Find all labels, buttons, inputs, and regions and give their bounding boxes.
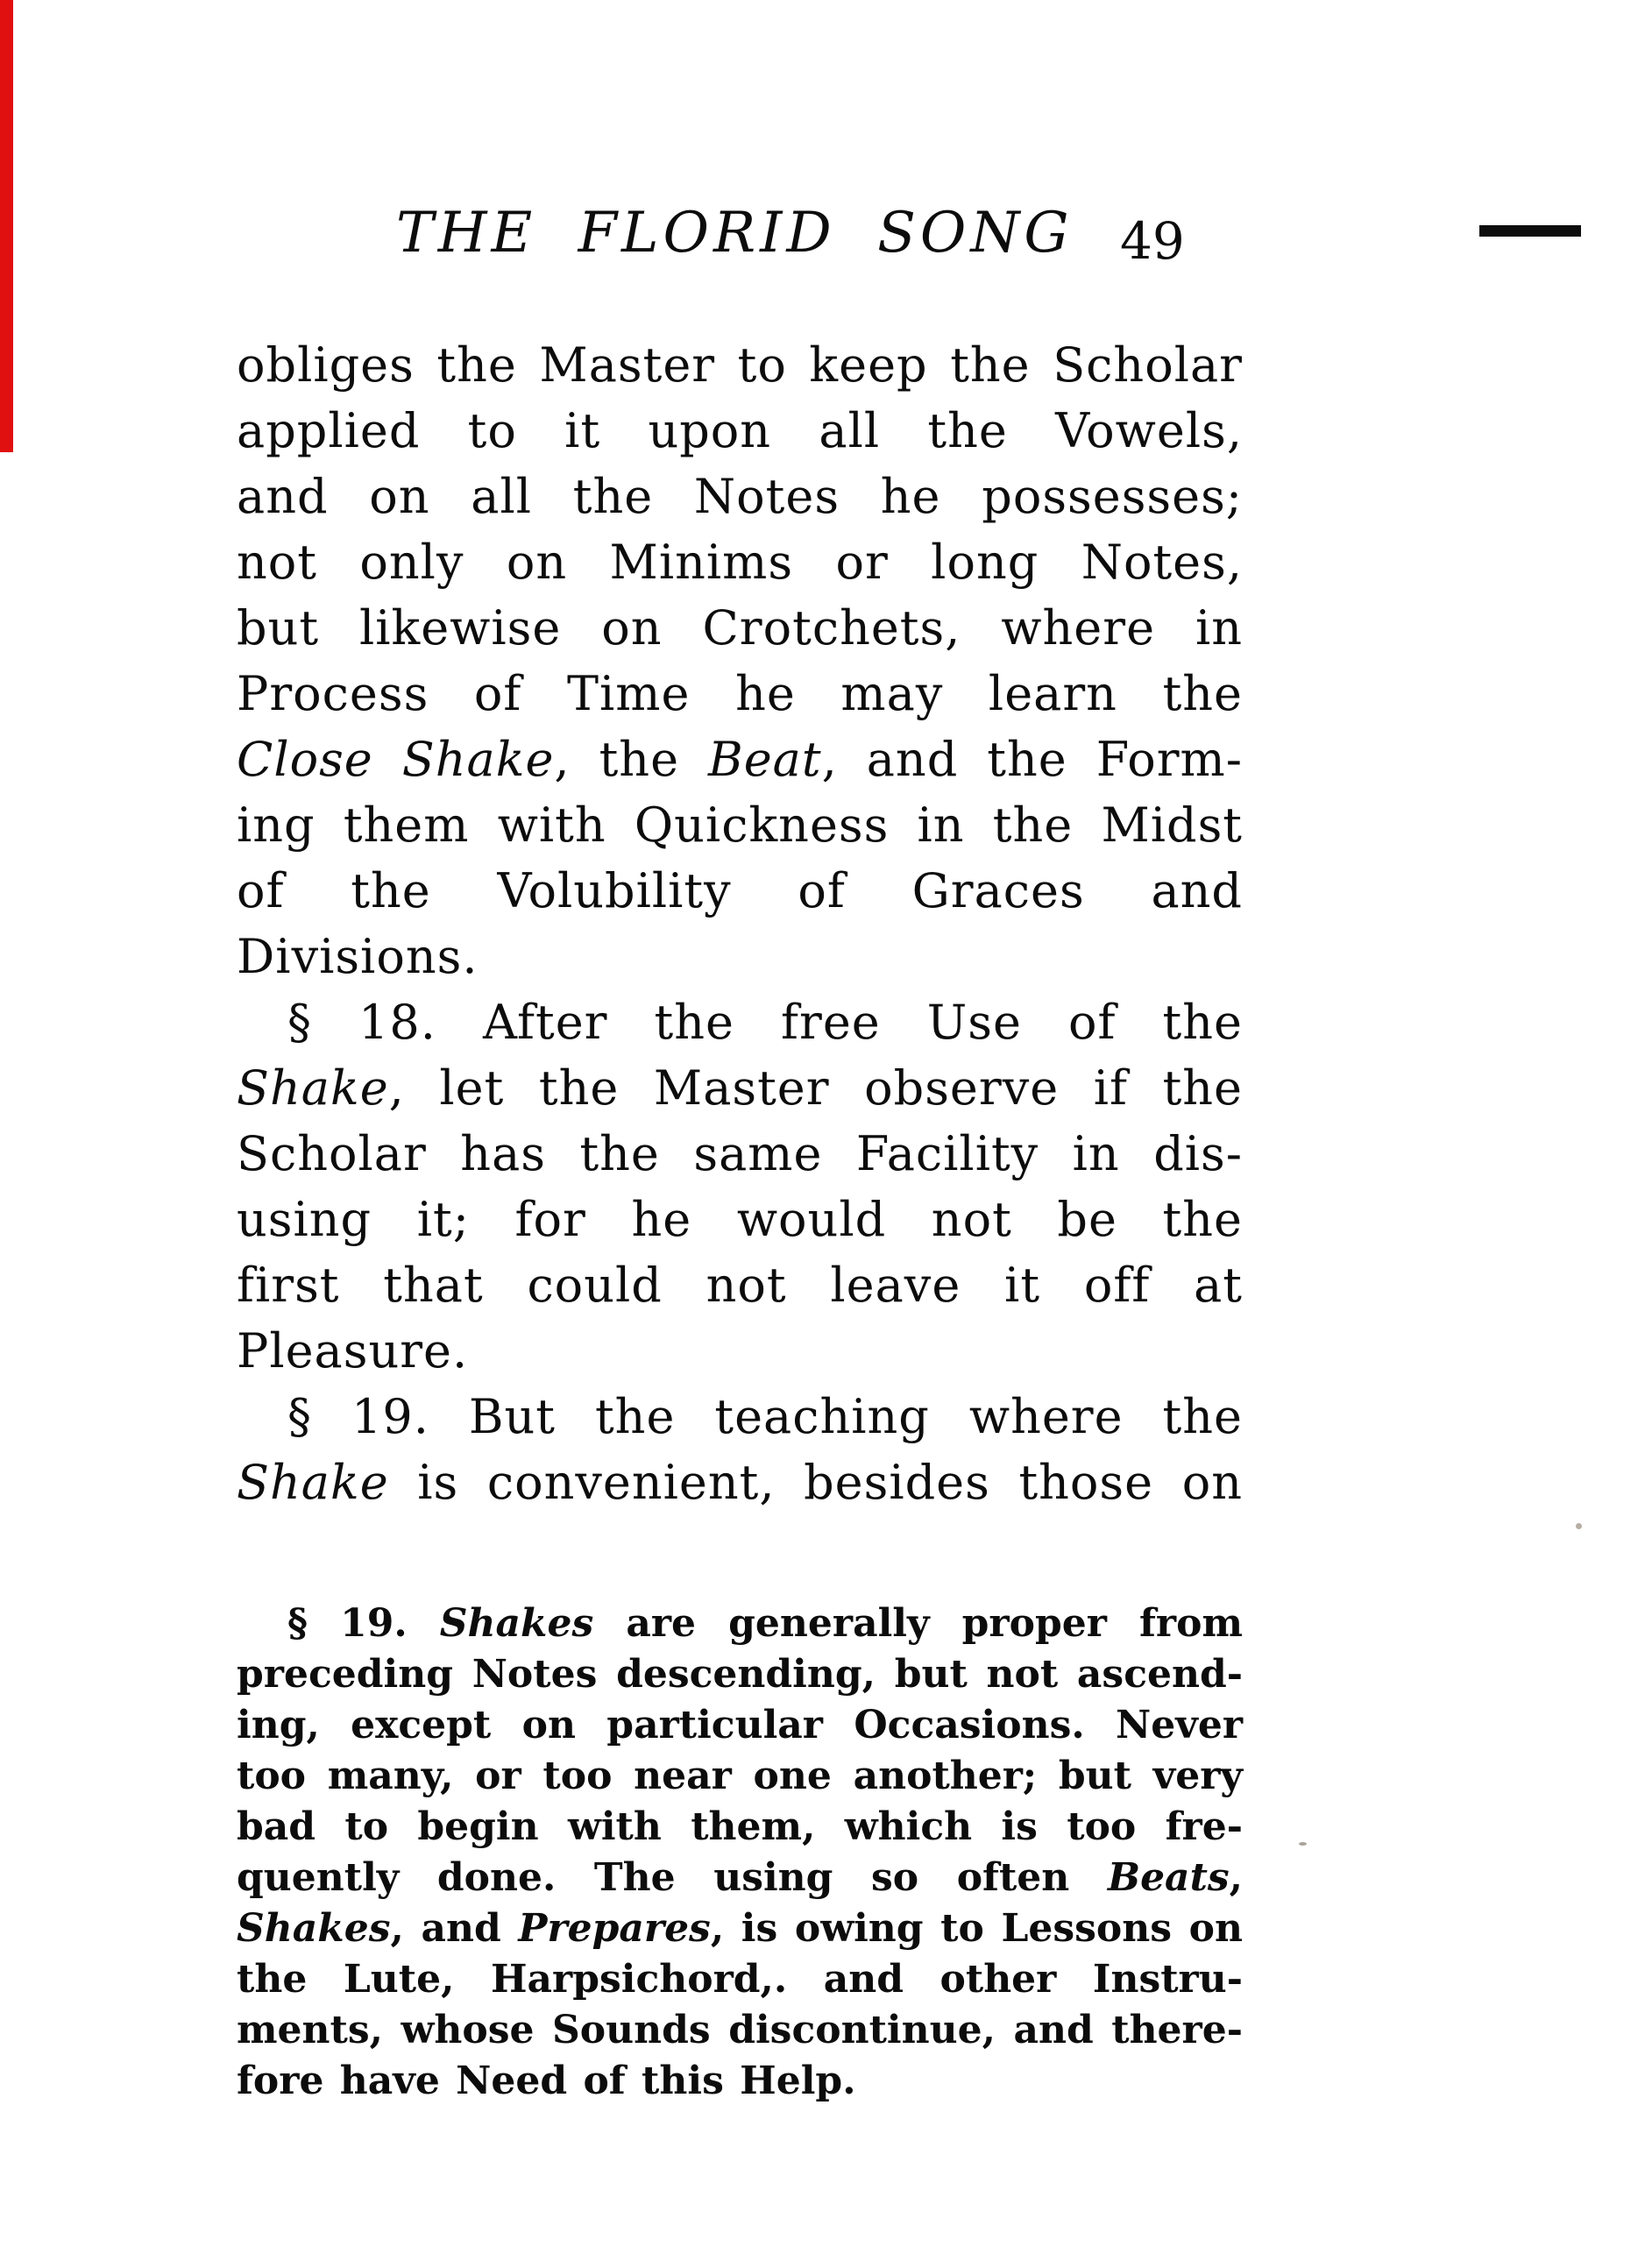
text-segment: bad to begin with them, which is too fre-	[237, 1804, 1243, 1849]
footnote-line	[237, 2007, 1243, 2058]
text-segment: ,	[1229, 1855, 1243, 1900]
text-segment: Pleasure.	[237, 1323, 469, 1379]
text-segment: Process of Time he may learn the	[237, 666, 1243, 721]
text-segment: applied to it upon all the Vowels,	[237, 403, 1243, 458]
text-segment: ments, whose Sounds discontinue, and there-	[237, 2008, 1243, 2052]
body-line	[237, 663, 1243, 729]
italic-text: Beats	[1107, 1855, 1230, 1900]
ink-speck	[1576, 1523, 1582, 1529]
italic-text: Shake	[237, 1060, 389, 1116]
text-segment: § 19. But the teaching where the	[287, 1389, 1243, 1444]
footnote-line	[237, 1804, 1243, 1854]
body-line	[237, 1452, 1243, 1518]
footnote-text	[237, 1600, 1243, 2109]
body-line	[237, 1058, 1243, 1123]
body-line	[237, 335, 1243, 400]
body-line	[237, 400, 1243, 466]
text-segment: Divisions.	[237, 929, 479, 984]
italic-text: Beat	[708, 732, 822, 787]
text-segment: ing, except on particular Occasions. Never	[237, 1703, 1243, 1747]
italic-text: Shake	[237, 1455, 389, 1510]
text-segment: , let the Master observe if the	[388, 1060, 1243, 1116]
page-title: THE FLORID SONG	[396, 201, 1074, 266]
text-segment: but likewise on Crotchets, where in	[237, 600, 1243, 656]
text-segment: Scholar has the same Facility in dis-	[237, 1126, 1243, 1181]
text-segment: first that could not leave it off at	[237, 1258, 1243, 1313]
text-segment: of the Volubility of Graces and	[237, 863, 1243, 918]
text-segment: too many, or too near one another; but very	[237, 1754, 1243, 1798]
text-segment: fore have Need of this Help.	[237, 2059, 856, 2103]
footnote-line	[237, 1956, 1243, 2007]
italic-text: Shakes	[439, 1601, 594, 1646]
text-segment: , is owing to Lessons on	[710, 1906, 1243, 1951]
text-segment: , the	[554, 732, 709, 787]
ink-speck	[1299, 1842, 1307, 1846]
text-segment: not only on Minims or long Notes,	[237, 535, 1243, 590]
text-segment: is convenient, besides those on	[388, 1455, 1243, 1510]
footnote-line	[237, 1905, 1243, 1956]
text-segment: and on all the Notes he possesses;	[237, 469, 1243, 524]
body-text	[237, 335, 1243, 1518]
text-segment: are generally proper from	[593, 1601, 1244, 1646]
italic-text: Close Shake	[237, 732, 555, 787]
page-number: 49	[1120, 211, 1185, 271]
footnote-line	[237, 1702, 1243, 1753]
body-line	[237, 861, 1243, 926]
italic-text: Shakes	[237, 1906, 391, 1951]
body-line	[237, 598, 1243, 663]
body-line	[237, 795, 1243, 861]
text-segment: , and the Form-	[821, 732, 1244, 787]
body-line	[237, 1255, 1243, 1321]
text-segment: § 19.	[287, 1601, 440, 1646]
footnote-line	[237, 1651, 1243, 1702]
text-segment: § 18. After the free Use of the	[287, 995, 1243, 1050]
text-segment: preceding Notes descending, but not ascend-	[237, 1652, 1243, 1697]
footnote-line	[237, 1753, 1243, 1804]
text-segment: ing them with Quickness in the Midst	[237, 797, 1243, 853]
text-segment: , and	[390, 1906, 519, 1951]
italic-text: Prepares	[518, 1906, 711, 1951]
body-line	[237, 992, 1243, 1058]
body-line	[237, 466, 1243, 532]
body-line	[237, 729, 1243, 795]
text-segment: quently done. The using so often	[237, 1855, 1108, 1900]
text-segment: using it; for he would not be the	[237, 1192, 1243, 1247]
body-line	[237, 1123, 1243, 1189]
footnote-line	[237, 1854, 1243, 1905]
margin-mark	[1479, 225, 1581, 237]
footnote-line	[237, 1600, 1243, 1651]
text-segment: the Lute, Harpsichord,. and other Instru-	[237, 1957, 1243, 2002]
body-line	[237, 532, 1243, 598]
scan-edge-stripe	[0, 0, 13, 452]
body-line	[237, 1386, 1243, 1452]
body-line	[237, 1189, 1243, 1255]
text-segment: obliges the Master to keep the Scholar	[237, 337, 1243, 393]
